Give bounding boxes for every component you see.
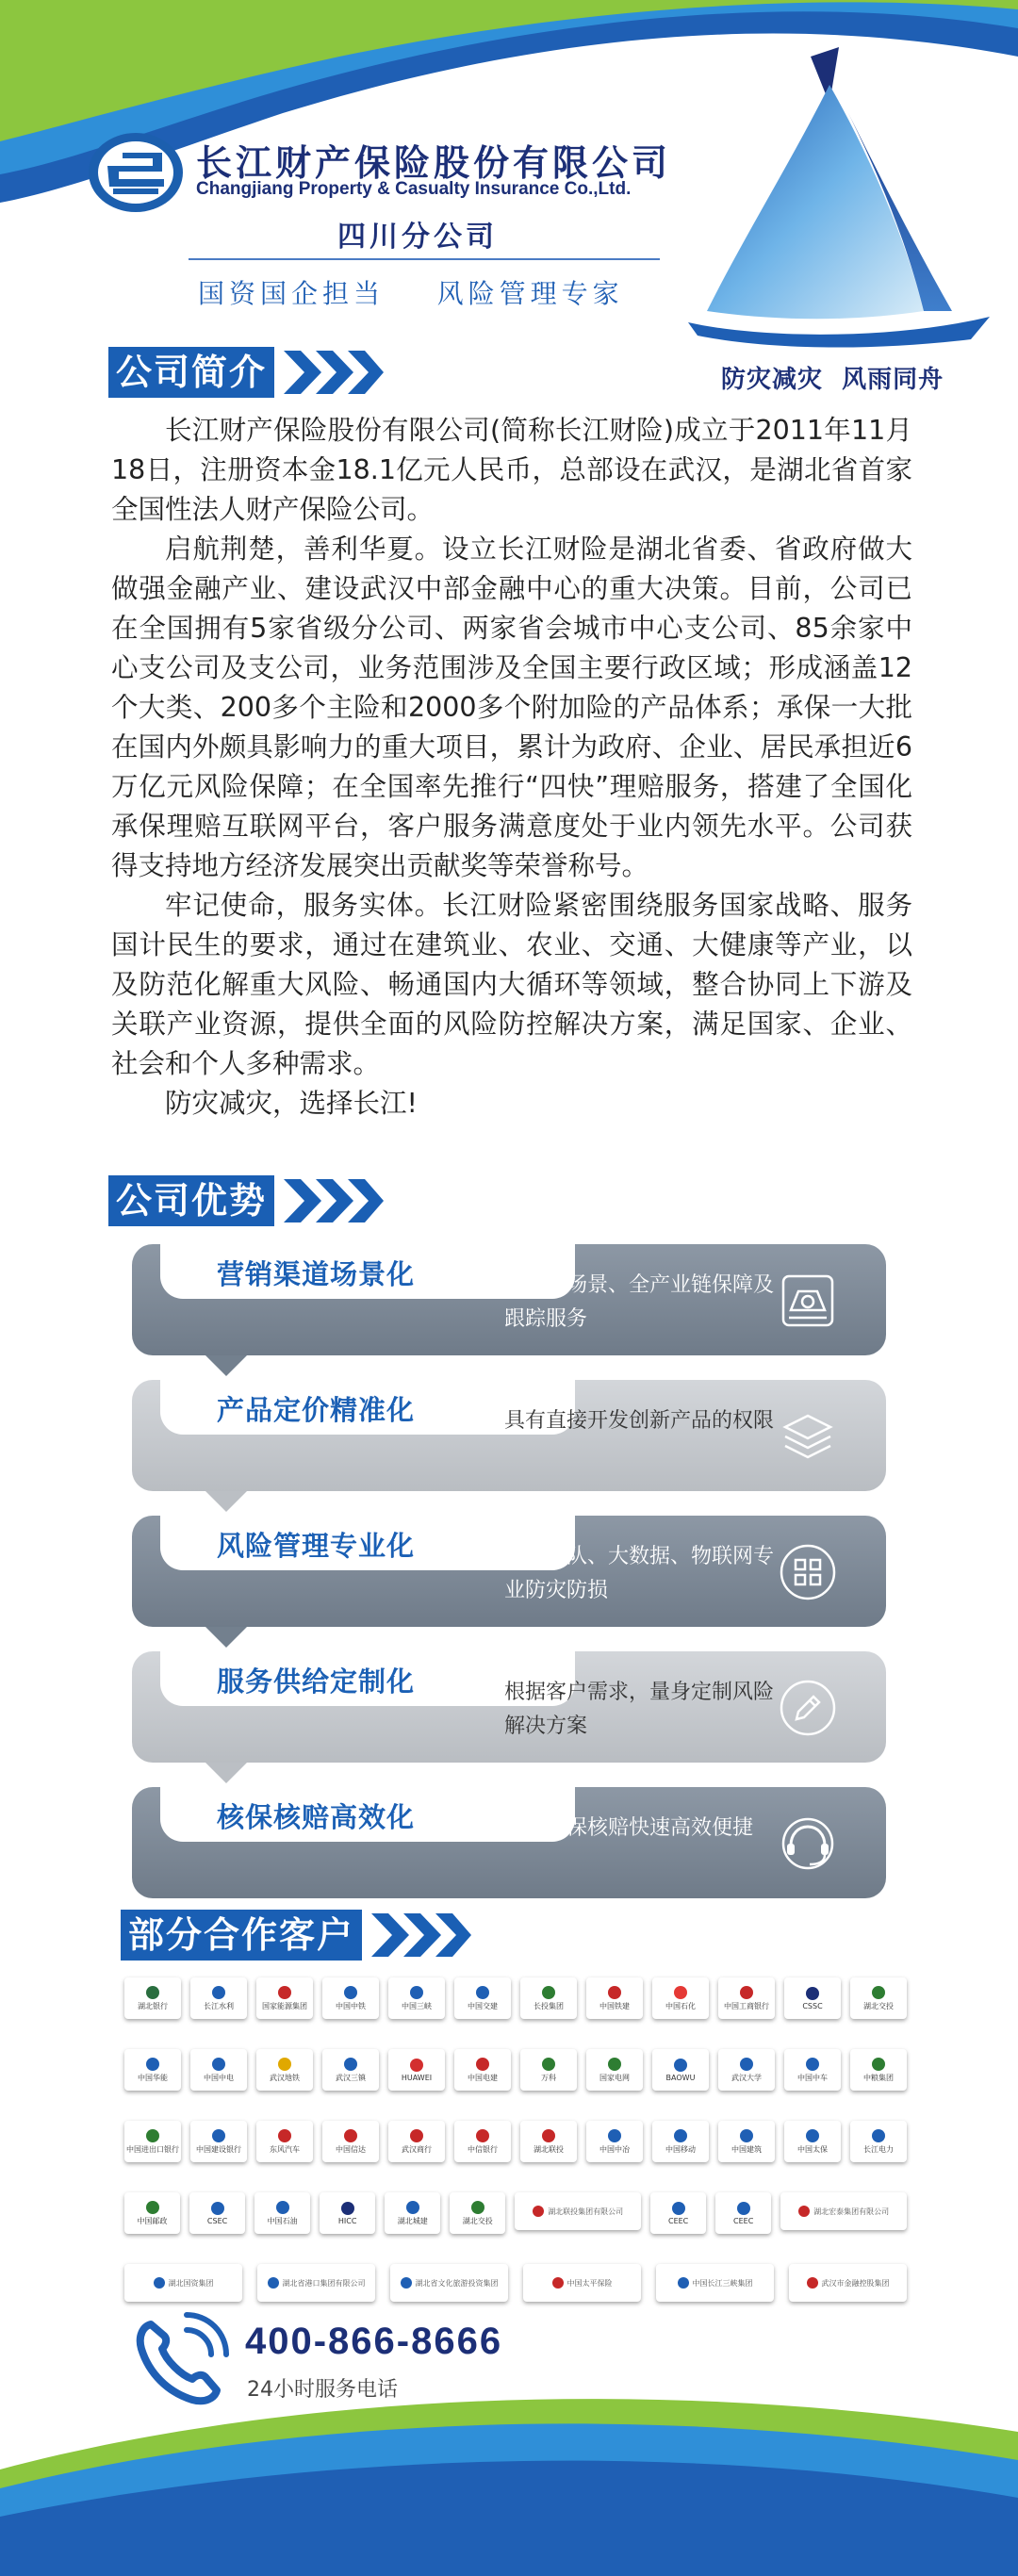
partner-logo: 中国华能 [124,2049,181,2091]
partner-logo: 中国石油 [254,2192,310,2234]
advantages-section-title [108,1175,384,1226]
intro-section-title [108,347,384,398]
company-name-cn: 长江财产保险股份有限公司 [196,142,672,184]
advantage-item-marketing [132,1244,886,1355]
partner-logo: 湖北交投 [850,1977,907,2019]
partner-logo: 中国进出口银行 [124,2121,181,2162]
advantages-title-label: 公司优势 [108,1175,274,1226]
partner-logo: CSSC [784,1977,841,2019]
partner-row [124,2049,907,2091]
partner-row [124,2264,907,2302]
advantage-item-risk [132,1516,886,1627]
sailboat-icon [688,47,990,349]
partner-logo: 中国中冶 [586,2121,643,2162]
advantage-title: 营销渠道场景化 [217,1258,416,1290]
intro-paragraph: 牢记使命，服务实体。长江财险紧密围绕服务国家战略、服务国计民生的要求，通过在建筑业、农业、交通、大健康等产业，以及防范化解重大风险、畅通国内大循环等领域，整合协同上下游及关联产业资源，提供全面的风险防控解决方案，满足国家、企业、社会和个人多种需求。 [111,890,912,1079]
partner-row [124,1977,907,2019]
partner-logo: 湖北交投 [450,2192,505,2234]
advantage-item-pricing [132,1380,886,1491]
pen-icon [778,1678,838,1738]
advantage-connector [205,1491,247,1512]
partner-logo: 湖北银行 [124,1977,181,2019]
partner-logo: 中国中电 [190,2049,247,2091]
advantage-connector [205,1627,247,1648]
intro-paragraph: 防灾减灾，选择长江! [165,1088,418,1119]
advantage-desc: 提供全场景、全产业链保障及跟踪服务 [504,1273,775,1331]
intro-title-label: 公司简介 [108,347,274,398]
partner-logo: CEEC [715,2192,771,2234]
advantage-desc: 根据客户需求，量身定制风险解决方案 [504,1681,775,1738]
intro-paragraph: 启航荆楚，善利华夏。设立长江财险是湖北省委、省政府做大做强金融产业、建设武汉中部金融中心的重大决策。目前，公司已在全国拥有5家省级分公司、两家省会城市中心支公司、85余家中心支公司及支公司，业务范围涉及全国主要行政区域；形成涵盖12个大类、200多个主险和2000多个附加险的产品体系；承保一大批在国内外颇具影响力的重大项目，累计为政府、企业、居民承担近6万亿元风险保障；在全国率先推行“四快”理赔服务，搭建了全国化承保理赔互联网平台，客户服务满意度处于业内领先水平。公司获得支持地方经济发展突出贡献奖等荣誉称号。 [111,533,912,881]
advantage-title: 产品定价精准化 [217,1394,416,1426]
header-divider [189,258,660,260]
partner-logo: 中国石化 [652,1977,709,2019]
partner-logo: 中国信达 [322,2121,379,2162]
advantage-title: 风险管理专业化 [217,1530,416,1562]
partner-logo: 中国工商银行 [718,1977,775,2019]
partner-logo: 湖北省港口集团有限公司 [257,2264,375,2302]
intro-text [111,411,912,1124]
partner-logo: 东风汽车 [256,2121,313,2162]
partner-logo: HUAWEI [388,2049,445,2091]
advantage-desc: 具有直接开发创新产品的权限 [504,1409,775,1433]
motto: 防灾减灾 风雨同舟 [721,366,944,394]
partner-logo: 长江水利 [190,1977,247,2019]
partner-logo: 长江电力 [850,2121,907,2162]
phone-icon [130,2307,234,2411]
support-icon [778,1813,838,1874]
layers-icon [778,1406,838,1467]
intro-paragraph: 长江财产保险股份有限公司(简称长江财险)成立于2011年11月18日，注册资本金18.1亿元人民币，总部设在武汉，是湖北省首家全国性法人财产保险公司。 [111,415,912,525]
partner-logo: 中国太平保险 [523,2264,641,2302]
partner-logo: 长投集团 [520,1977,577,2019]
partner-logo: 中国长江三峡集团 [656,2264,774,2302]
partner-logo: 中国中车 [784,2049,841,2091]
partner-logo: BAOWU [652,2049,709,2091]
partner-logo: 湖北国资集团 [124,2264,242,2302]
hotline-label: 24小时服务电话 [247,2378,398,2402]
advantage-title: 服务供给定制化 [217,1665,416,1698]
partner-logo: 中信银行 [454,2121,511,2162]
partner-logo: 中国电建 [454,2049,511,2091]
advantage-item-service [132,1651,886,1763]
partner-logo: 中国太保 [784,2121,841,2162]
partner-logo: 湖北省文化旅游投资集团 [390,2264,508,2302]
partner-logo: 湖北城建 [385,2192,440,2234]
partner-logo: 湖北联投集团有限公司 [515,2192,641,2230]
partner-logo: 武汉大学 [718,2049,775,2091]
partner-logo: 武汉商行 [388,2121,445,2162]
partner-logo: 国家能源集团 [256,1977,313,2019]
hotline-number[interactable]: 400-866-8666 [245,2321,503,2362]
chevrons-right-icon [280,1175,384,1226]
partner-logo: 中粮集团 [850,2049,907,2091]
chevrons-right-icon [280,347,384,398]
partner-logo: CEEC [650,2192,706,2234]
partner-logo: 中国中铁 [322,1977,379,2019]
advantage-connector [205,1763,247,1783]
partners-title-label: 部分合作客户 [121,1910,362,1961]
advantage-connector [205,1355,247,1376]
partner-logo: 武汉市金融控股集团 [789,2264,907,2302]
chevrons-right-icon [368,1910,471,1961]
advantage-title: 核保核赔高效化 [217,1801,416,1833]
partner-row [124,2192,907,2234]
partner-logo: 中国建设银行 [190,2121,247,2162]
grid-icon [778,1542,838,1602]
partner-logo: 中国移动 [652,2121,709,2162]
branch-name: 四川分公司 [337,221,498,254]
partner-logo: CSEC [189,2192,245,2234]
partner-row [124,2121,907,2162]
partner-logo: 湖北联投 [520,2121,577,2162]
partner-logo: 国家电网 [586,2049,643,2091]
partner-logo: 湖北宏泰集团有限公司 [780,2192,907,2230]
partner-logo: 中国铁建 [586,1977,643,2019]
partner-logo: 武汉三镇 [322,2049,379,2091]
partner-logo-grid [124,1977,907,2332]
advantage-desc: 专家团队、大数据、物联网专业防灾防损 [504,1545,775,1602]
partner-logo: 中国邮政 [124,2192,180,2234]
company-name-en: Changjiang Property & Casualty Insurance Co.,Ltd. [196,179,632,199]
partners-section-title [121,1910,471,1961]
partner-logo: 中国建筑 [718,2121,775,2162]
advantage-desc: 总部核保核赔快速高效便捷 [504,1816,754,1840]
partner-logo: 中国交建 [454,1977,511,2019]
advantage-item-underwriting [132,1787,886,1898]
company-logo-icon [87,130,186,215]
partner-logo: 中国三峡 [388,1977,445,2019]
partner-logo: 武汉地铁 [256,2049,313,2091]
slogan: 国资国企担当 风险管理专家 [198,278,624,309]
partner-logo: HICC [320,2192,375,2234]
partner-logo: 万科 [520,2049,577,2091]
scene-icon [778,1271,838,1331]
